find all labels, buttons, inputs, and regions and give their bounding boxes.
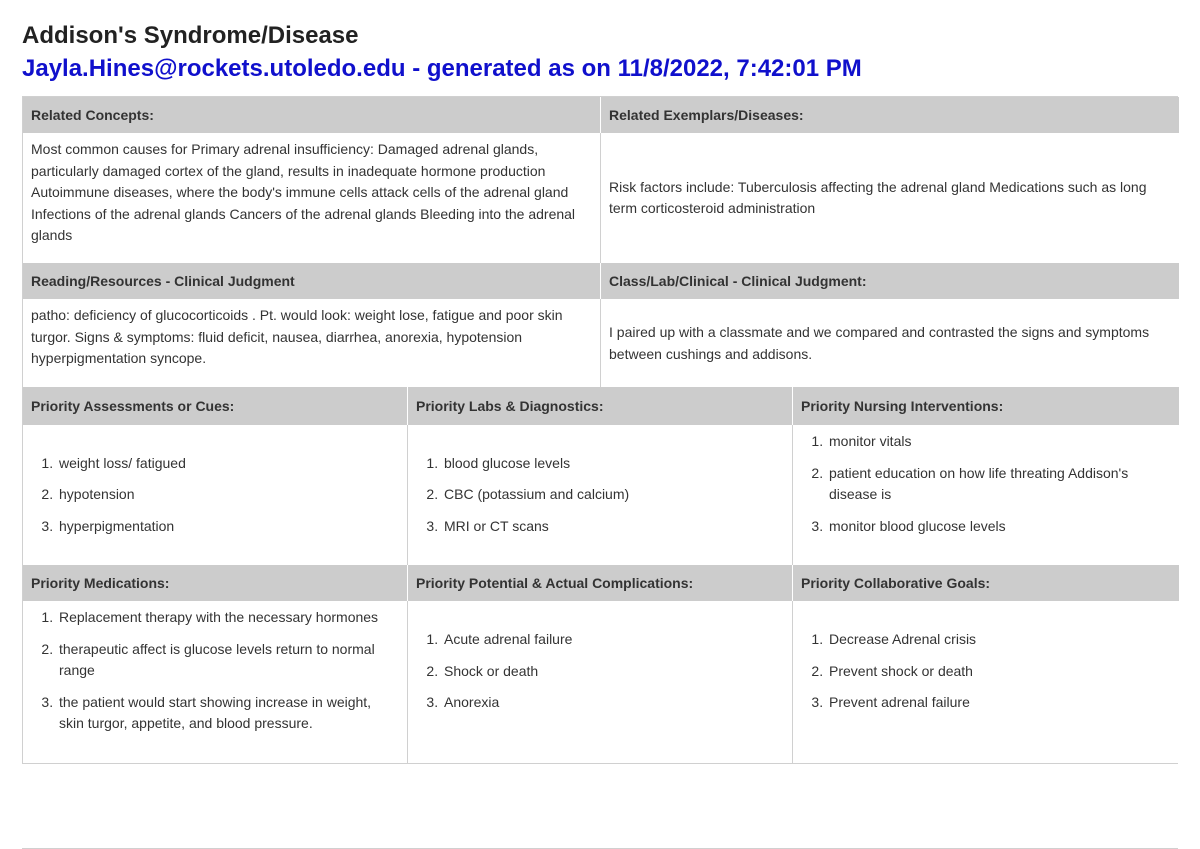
related-exemplars-header: Related Exemplars/Diseases: xyxy=(601,97,1179,133)
list-item: 1. Decrease Adrenal crisis xyxy=(827,629,976,651)
interventions-cell xyxy=(793,425,1179,565)
class-lab-clinical-header: Class/Lab/Clinical - Clinical Judgment: xyxy=(601,263,1179,299)
list-item: 3. monitor blood glucose levels xyxy=(827,516,1171,538)
list-item: 2. CBC (potassium and calcium) xyxy=(442,484,629,506)
list-item: 3. Anorexia xyxy=(442,692,572,714)
concepts-table xyxy=(22,96,1178,389)
goals-list xyxy=(801,629,976,714)
list-item: 1. weight loss/ fatigued xyxy=(57,453,186,475)
interventions-list xyxy=(801,431,1171,537)
interventions-header: Priority Nursing Interventions: xyxy=(793,387,1179,425)
assessments-header: Priority Assessments or Cues: xyxy=(23,387,408,425)
list-item: 1. blood glucose levels xyxy=(442,453,629,475)
medications-header: Priority Medications: xyxy=(23,565,408,601)
list-item: 2. hypotension xyxy=(57,484,186,506)
assessments-cell xyxy=(23,425,408,565)
reading-resources-text: patho: deficiency of glucocorticoids . Pt. would look: weight lose, fatigue and poor skin turgor. Signs & symptoms: fluid deficit, nausea, diarrhea, anorexia, hypotension hyperpigmentation syncope. xyxy=(23,299,601,388)
list-item: 1. Acute adrenal failure xyxy=(442,629,572,651)
labs-header: Priority Labs & Diagnostics: xyxy=(408,387,793,425)
medications-cell xyxy=(23,601,408,763)
list-item: 3. the patient would start showing increase in weight, skin turgor, appetite, and blood pressure. xyxy=(57,692,399,735)
list-item: 3. MRI or CT scans xyxy=(442,516,629,538)
complications-cell xyxy=(408,601,793,763)
list-item: 3. hyperpigmentation xyxy=(57,516,186,538)
page-title: Addison's Syndrome/Disease xyxy=(22,22,359,49)
list-item: 1. monitor vitals xyxy=(827,431,1171,453)
list-item: 2. Shock or death xyxy=(442,661,572,683)
medications-list xyxy=(31,607,399,735)
complications-list xyxy=(416,629,572,714)
labs-list xyxy=(416,453,629,538)
list-item: 2. patient education on how life threating Addison's disease is xyxy=(827,463,1171,506)
related-concepts-text: Most common causes for Primary adrenal insufficiency: Damaged adrenal glands, particularly damaged cortex of the gland, results in inadequate hormone production Autoimmune diseases, where the body's immune cells attack cells of the adrenal gland Infections of the adrenal glands Cancers of the adrenal glands Bleeding into the adrenal glands xyxy=(23,133,601,263)
goals-cell xyxy=(793,601,1179,763)
reading-resources-header: Reading/Resources - Clinical Judgment xyxy=(23,263,601,299)
list-item: 2. therapeutic affect is glucose levels return to normal range xyxy=(57,639,399,682)
complications-header: Priority Potential & Actual Complications: xyxy=(408,565,793,601)
class-lab-clinical-text: I paired up with a classmate and we compared and contrasted the signs and symptoms between cushings and addisons. xyxy=(601,299,1179,388)
list-item: 3. Prevent adrenal failure xyxy=(827,692,976,714)
related-concepts-header: Related Concepts: xyxy=(23,97,601,133)
assessments-list xyxy=(31,453,186,538)
list-item: 2. Prevent shock or death xyxy=(827,661,976,683)
page-subtitle: Jayla.Hines@rockets.utoledo.edu - generated as on 11/8/2022, 7:42:01 PM xyxy=(22,55,862,82)
priorities-table xyxy=(22,387,1178,764)
related-exemplars-text: Risk factors include: Tuberculosis affecting the adrenal gland Medications such as long term corticosteroid administration xyxy=(601,133,1179,263)
labs-cell xyxy=(408,425,793,565)
goals-header: Priority Collaborative Goals: xyxy=(793,565,1179,601)
list-item: 1. Replacement therapy with the necessary hormones xyxy=(57,607,399,629)
